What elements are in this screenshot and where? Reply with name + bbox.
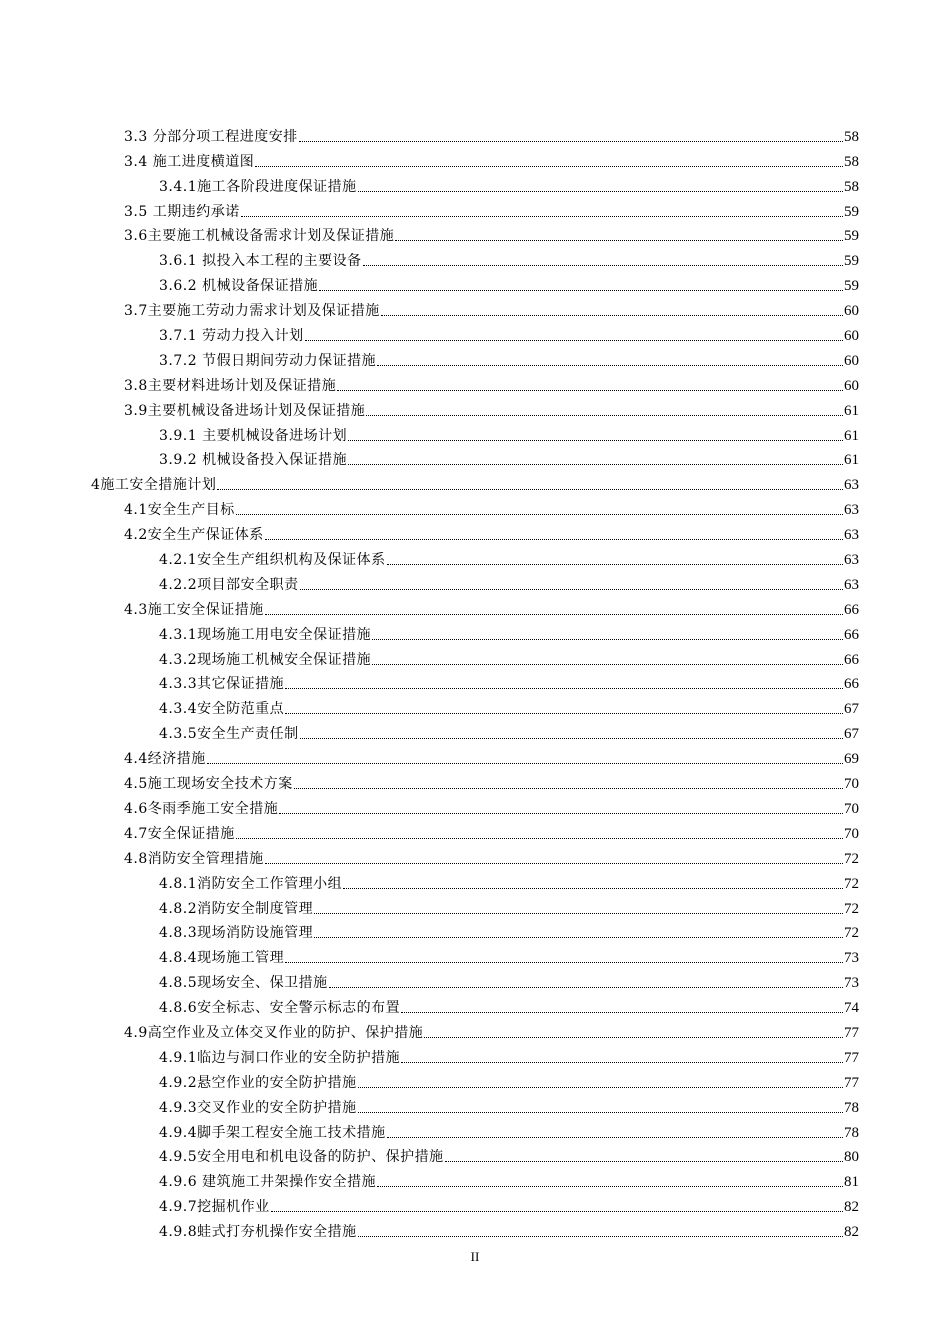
toc-entry-title: 4.9.2悬空作业的安全防护措施 — [159, 1074, 357, 1091]
toc-entry[interactable] — [0, 320, 950, 345]
toc-leader — [265, 863, 843, 864]
toc-entry-page: 80 — [844, 1149, 859, 1166]
toc-entry-title: 4.7安全保证措施 — [124, 825, 235, 842]
toc-leader — [300, 589, 843, 590]
toc-entry-title: 3.4 施工进度横道图 — [124, 153, 255, 170]
toc-entry-title: 4.3施工安全保证措施 — [124, 601, 264, 618]
toc-entry-title: 4.9.6 建筑施工井架操作安全措施 — [159, 1174, 377, 1191]
toc-leader — [265, 539, 843, 540]
toc-entry-page: 77 — [844, 1074, 859, 1091]
toc-entry-page: 70 — [844, 800, 859, 817]
toc-entry-page: 61 — [844, 402, 859, 419]
toc-leader — [348, 440, 843, 441]
toc-entry[interactable] — [0, 868, 950, 893]
toc-entry-page: 78 — [844, 1124, 859, 1141]
toc-leader — [241, 216, 843, 217]
toc-leader — [236, 838, 843, 839]
toc-leader — [366, 415, 843, 416]
toc-entry[interactable] — [0, 196, 950, 221]
toc-entry-page: 59 — [844, 278, 859, 295]
toc-leader — [217, 489, 843, 490]
toc-entry-page: 59 — [844, 203, 859, 220]
toc-entry-page: 63 — [844, 527, 859, 544]
toc-entry[interactable] — [0, 693, 950, 718]
toc-leader — [255, 166, 843, 167]
toc-entry-page: 66 — [844, 676, 859, 693]
toc-entry-title: 4.3.2现场施工机械安全保证措施 — [159, 651, 372, 668]
toc-leader — [395, 240, 843, 241]
toc-entry-page: 72 — [844, 875, 859, 892]
toc-entry-page: 66 — [844, 651, 859, 668]
toc-leader — [377, 365, 843, 366]
toc-entry-title: 4.9.1临边与洞口作业的安全防护措施 — [159, 1049, 401, 1066]
toc-entry-page: 69 — [844, 751, 859, 768]
toc-entry-title: 3.4.1施工各阶段进度保证措施 — [159, 178, 357, 195]
toc-leader — [387, 1137, 843, 1138]
toc-leader — [294, 788, 843, 789]
toc-entry-page: 58 — [844, 153, 859, 170]
toc-entry-page: 60 — [844, 303, 859, 320]
toc-entry[interactable] — [0, 893, 950, 918]
toc-entry[interactable] — [0, 1117, 950, 1142]
toc-leader — [285, 688, 843, 689]
toc-entry-title: 4.2安全生产保证体系 — [124, 527, 264, 544]
toc-leader — [358, 1112, 843, 1113]
toc-entry-title: 4.5施工现场安全技术方案 — [124, 776, 293, 793]
toc-entry-page: 82 — [844, 1224, 859, 1241]
toc-entry[interactable] — [0, 967, 950, 992]
toc-entry-page: 70 — [844, 825, 859, 842]
toc-entry[interactable] — [0, 942, 950, 967]
toc-entry-title: 4.9.7挖掘机作业 — [159, 1199, 270, 1216]
toc-entry-title: 4.9.5安全用电和机电设备的防护、保护措施 — [159, 1149, 444, 1166]
toc-leader — [279, 813, 843, 814]
toc-entry-title: 3.5 工期违约承诺 — [124, 203, 240, 220]
toc-entry-page: 81 — [844, 1174, 859, 1191]
toc-entry-title: 4.8.3现场消防设施管理 — [159, 925, 314, 942]
toc-entry-title: 4.8.6安全标志、安全警示标志的布置 — [159, 1000, 401, 1017]
toc-entry-title: 4.3.5安全生产责任制 — [159, 726, 299, 743]
toc-leader — [207, 763, 843, 764]
toc-entry[interactable] — [0, 270, 950, 295]
toc-entry-title: 4.3.4安全防范重点 — [159, 701, 285, 718]
toc-leader — [348, 464, 843, 465]
toc-leader — [358, 1087, 843, 1088]
toc-entry[interactable] — [0, 345, 950, 370]
toc-entry[interactable] — [0, 843, 950, 868]
toc-entry[interactable] — [0, 221, 950, 246]
toc-entry-title: 4.8.4现场施工管理 — [159, 950, 285, 967]
toc-entry[interactable] — [0, 370, 950, 395]
toc-entry-title: 3.9.1 主要机械设备进场计划 — [159, 427, 348, 444]
toc-entry[interactable] — [0, 1092, 950, 1117]
toc-entry-page: 66 — [844, 601, 859, 618]
toc-entry-page: 59 — [844, 228, 859, 245]
toc-entry-page: 60 — [844, 328, 859, 345]
toc-entry-title: 4.8.5现场安全、保卫措施 — [159, 975, 328, 992]
toc-entry[interactable] — [0, 245, 950, 270]
toc-entry-page: 67 — [844, 726, 859, 743]
toc-entry[interactable] — [0, 768, 950, 793]
toc-entry[interactable] — [0, 992, 950, 1017]
toc-entry[interactable] — [0, 644, 950, 669]
toc-entry-title: 4.4经济措施 — [124, 751, 206, 768]
toc-entry-title: 4.3.1现场施工用电安全保证措施 — [159, 626, 372, 643]
toc-entry-page: 78 — [844, 1099, 859, 1116]
toc-entry-title: 4.9.8蛙式打夯机操作安全措施 — [159, 1224, 357, 1241]
toc-leader — [329, 987, 843, 988]
toc-entry-page: 60 — [844, 352, 859, 369]
toc-leader — [363, 265, 843, 266]
toc-entry-title: 3.9.2 机械设备投入保证措施 — [159, 452, 348, 469]
toc-entry-title: 3.6.2 机械设备保证措施 — [159, 278, 319, 295]
toc-entry-page: 77 — [844, 1024, 859, 1041]
toc-entry-title: 4.9.4脚手架工程安全施工技术措施 — [159, 1124, 386, 1141]
toc-entry[interactable] — [0, 1216, 950, 1241]
toc-leader — [343, 888, 843, 889]
toc-leader — [372, 664, 843, 665]
toc-entry-title: 3.7主要施工劳动力需求计划及保证措施 — [124, 303, 380, 320]
toc-entry[interactable] — [0, 793, 950, 818]
toc-entry[interactable] — [0, 1042, 950, 1067]
toc-entry[interactable] — [0, 619, 950, 644]
toc-entry-title: 3.3 分部分项工程进度安排 — [124, 128, 298, 145]
toc-entry-title: 4.9高空作业及立体交叉作业的防护、保护措施 — [124, 1024, 424, 1041]
toc-entry-title: 4.2.1安全生产组织机构及保证体系 — [159, 552, 386, 569]
toc-entry[interactable] — [0, 918, 950, 943]
toc-entry-title: 4.8.2消防安全制度管理 — [159, 900, 314, 917]
toc-entry[interactable] — [0, 669, 950, 694]
toc-entry-page: 58 — [844, 178, 859, 195]
toc-entry-title: 4.8.1消防安全工作管理小组 — [159, 875, 343, 892]
toc-entry-page: 66 — [844, 626, 859, 643]
toc-entry[interactable] — [0, 743, 950, 768]
toc-entry-page: 72 — [844, 850, 859, 867]
toc-entry-title: 4.8消防安全管理措施 — [124, 850, 264, 867]
toc-entry[interactable] — [0, 818, 950, 843]
toc-entry-title: 4.3.3其它保证措施 — [159, 676, 285, 693]
toc-entry[interactable] — [0, 519, 950, 544]
toc-entry-title: 4.2.2项目部安全职责 — [159, 576, 299, 593]
toc-entry[interactable] — [0, 569, 950, 594]
toc-entry-page: 63 — [844, 552, 859, 569]
toc-entry-page: 61 — [844, 452, 859, 469]
toc-leader — [445, 1161, 843, 1162]
toc-entry[interactable] — [0, 1166, 950, 1191]
toc-leader — [314, 913, 843, 914]
toc-leader — [265, 614, 843, 615]
toc-entry-page: 59 — [844, 253, 859, 270]
toc-entry-page: 58 — [844, 128, 859, 145]
toc-entry-title: 4.9.3交叉作业的安全防护措施 — [159, 1099, 357, 1116]
toc-entry-page: 63 — [844, 502, 859, 519]
toc-leader — [358, 1236, 843, 1237]
toc-entry[interactable] — [0, 544, 950, 569]
toc-entry-page: 72 — [844, 900, 859, 917]
toc-entry[interactable] — [0, 594, 950, 619]
toc-entry[interactable] — [0, 146, 950, 171]
toc-entry-page: 74 — [844, 1000, 859, 1017]
toc-entry-page: 73 — [844, 975, 859, 992]
toc-leader — [285, 713, 843, 714]
toc-leader — [319, 290, 843, 291]
toc-leader — [401, 1012, 843, 1013]
toc-leader — [236, 514, 843, 515]
toc-entry-page: 73 — [844, 950, 859, 967]
toc-entry-page: 63 — [844, 576, 859, 593]
toc-entry[interactable] — [0, 1142, 950, 1167]
toc-entry-title: 3.7.2 节假日期间劳动力保证措施 — [159, 352, 377, 369]
toc-entry-title: 4.6冬雨季施工安全措施 — [124, 800, 279, 817]
toc-entry[interactable] — [0, 445, 950, 470]
toc-entry-page: 70 — [844, 776, 859, 793]
toc-entry-title: 4.1安全生产目标 — [124, 502, 235, 519]
toc-leader — [387, 564, 843, 565]
toc-leader — [372, 639, 843, 640]
toc-entry-title: 4施工安全措施计划 — [91, 477, 217, 494]
toc-leader — [300, 738, 843, 739]
toc-leader — [358, 191, 843, 192]
toc-entry[interactable] — [0, 718, 950, 743]
toc-entry[interactable] — [0, 469, 950, 494]
toc-entry-title: 3.6.1 拟投入本工程的主要设备 — [159, 253, 362, 270]
toc-entry-title: 3.7.1 劳动力投入计划 — [159, 328, 304, 345]
toc-leader — [401, 1062, 843, 1063]
toc-leader — [305, 340, 843, 341]
toc-entry-title: 3.6主要施工机械设备需求计划及保证措施 — [124, 228, 395, 245]
toc-entry[interactable] — [0, 420, 950, 445]
toc-entry-title: 3.8主要材料进场计划及保证措施 — [124, 377, 337, 394]
toc-leader — [424, 1037, 843, 1038]
toc-entry-title: 3.9主要机械设备进场计划及保证措施 — [124, 402, 366, 419]
toc-entry[interactable] — [0, 171, 950, 196]
toc-leader — [271, 1211, 843, 1212]
toc-entry[interactable] — [0, 494, 950, 519]
toc-entry[interactable] — [0, 395, 950, 420]
toc-entry-page: 82 — [844, 1199, 859, 1216]
toc-entry-page: 72 — [844, 925, 859, 942]
toc-leader — [314, 937, 843, 938]
toc-entry-page: 60 — [844, 377, 859, 394]
toc-entry[interactable] — [0, 1017, 950, 1042]
toc-entry-page: 77 — [844, 1049, 859, 1066]
toc-entry-page: 61 — [844, 427, 859, 444]
toc-leader — [377, 1186, 843, 1187]
toc-leader — [337, 390, 843, 391]
toc-leader — [285, 962, 843, 963]
toc-entry-page: 67 — [844, 701, 859, 718]
toc-entry[interactable] — [0, 1067, 950, 1092]
toc-leader — [381, 315, 843, 316]
table-of-contents — [0, 121, 950, 1241]
toc-entry[interactable] — [0, 1191, 950, 1216]
page-number: II — [470, 1249, 480, 1264]
toc-entry[interactable] — [0, 121, 950, 146]
toc-entry[interactable] — [0, 295, 950, 320]
toc-entry-page: 63 — [844, 477, 859, 494]
toc-leader — [299, 141, 843, 142]
